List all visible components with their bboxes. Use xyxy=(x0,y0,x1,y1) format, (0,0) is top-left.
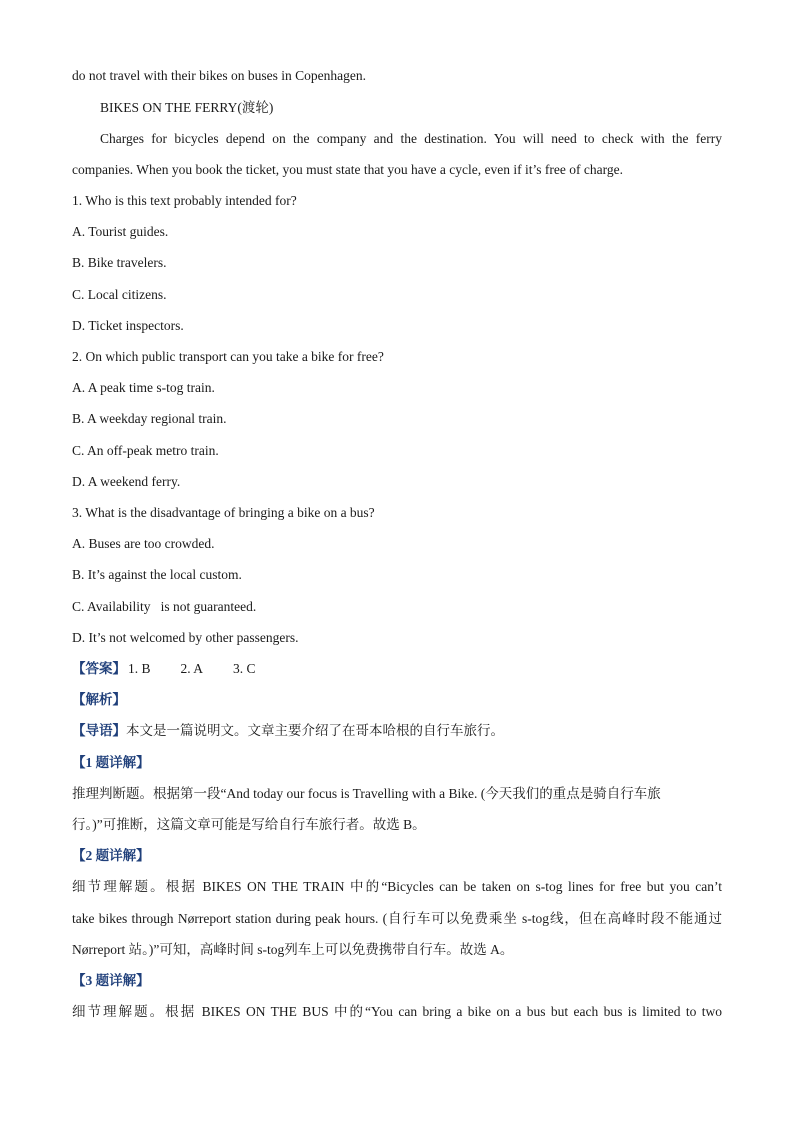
ferry-paragraph-line-2: companies. When you book the ticket, you must state that you have a cycle, even if it’s free of charge. xyxy=(72,162,623,177)
question-2-option-b: B. A weekday regional train. xyxy=(72,411,227,426)
q2-detail-line-3: Nørreport 站。)”可知，高峰时间 s-tog列车上可以免费携带自行车。故选 A。 xyxy=(72,942,514,957)
question-2-option-c: C. An off-peak metro train. xyxy=(72,443,219,458)
q1-detail-label: 【1 题详解】 xyxy=(72,755,150,770)
question-2-option-a: A. A peak time s-tog train. xyxy=(72,380,215,395)
guide-row xyxy=(72,722,504,740)
analysis-label: 【解析】 xyxy=(72,692,126,707)
question-1-option-c: C. Local citizens. xyxy=(72,287,167,302)
answer-key-2: 2. A xyxy=(180,661,204,676)
guide-text: 本文是一篇说明文。文章主要介绍了在哥本哈根的自行车旅行。 xyxy=(126,723,504,738)
question-3-stem: 3. What is the disadvantage of bringing a bike on a bus? xyxy=(72,505,375,520)
question-1-option-d: D. Ticket inspectors. xyxy=(72,318,184,333)
question-3-option-a: A. Buses are too crowded. xyxy=(72,536,215,551)
question-3-option-d: D. It’s not welcomed by other passengers. xyxy=(72,630,299,645)
ferry-paragraph-line-1: Charges for bicycles depend on the company and the destination. You will need to check with the ferry xyxy=(100,131,722,146)
passage-line-previous: do not travel with their bikes on buses in Copenhagen. xyxy=(72,68,366,83)
q2-detail-line-1: 细节理解题。根据 BIKES ON THE TRAIN 中的“Bicycles can be taken on s-tog lines for free but you can’t xyxy=(72,879,722,894)
q3-detail-line-1: 细节理解题。根据 BIKES ON THE BUS 中的“You can bring a bike on a bus but each bus is limited to two xyxy=(72,1004,722,1019)
answer-key-3: 3. C xyxy=(233,661,256,676)
q1-detail-line-2: 行。)”可推断，这篇文章可能是写给自行车旅行者。故选 B。 xyxy=(72,817,426,832)
q1-detail-line-1: 推理判断题。根据第一段“And today our focus is Travelling with a Bike. (今天我们的重点是骑自行车旅 xyxy=(72,786,661,801)
question-1-stem: 1. Who is this text probably intended for? xyxy=(72,193,297,208)
question-2-option-d: D. A weekend ferry. xyxy=(72,474,181,489)
ferry-heading: BIKES ON THE FERRY(渡轮) xyxy=(100,100,274,115)
answer-keys xyxy=(128,661,286,676)
answer-row xyxy=(72,660,286,678)
question-2-stem: 2. On which public transport can you take a bike for free? xyxy=(72,349,384,364)
question-3-option-b: B. It’s against the local custom. xyxy=(72,567,242,582)
q3-detail-label: 【3 题详解】 xyxy=(72,973,150,988)
question-3-option-c: C. Availability is not guaranteed. xyxy=(72,599,257,614)
answer-key-1: 1. B xyxy=(128,661,151,676)
guide-label: 【导语】 xyxy=(72,723,126,738)
q2-detail-line-2: take bikes through Nørreport station during peak hours. (自行车可以免费乘坐 s-tog线，但在高峰时段不能通过 xyxy=(72,911,722,926)
q2-detail-label: 【2 题详解】 xyxy=(72,848,150,863)
question-1-option-a: A. Tourist guides. xyxy=(72,224,169,239)
question-1-option-b: B. Bike travelers. xyxy=(72,255,167,270)
answer-label: 【答案】 xyxy=(72,661,126,676)
